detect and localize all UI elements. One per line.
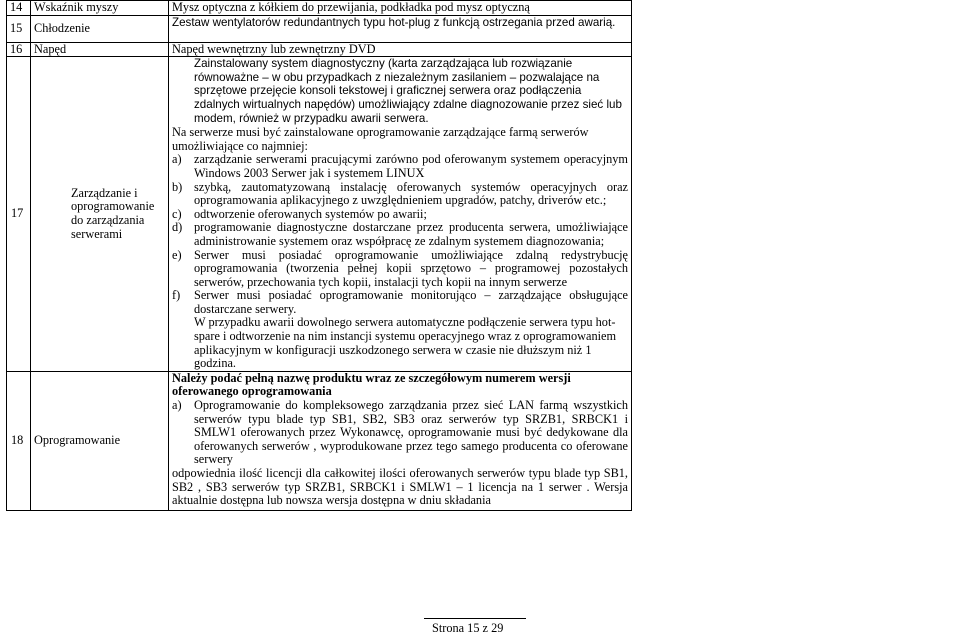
list-text: Serwer musi posiadać oprogramowanie umożliwiające zdalną redystrybucję oprogramowania (tworzenia pełnej kopii sprzętowo – programowej pozostałych serwerów, przechowania tych kopii, instalacji tych kopii na innym serwerze [194, 247, 628, 289]
row-number: 18 [7, 371, 31, 510]
row-description [169, 371, 632, 510]
footer-divider [424, 618, 526, 619]
list-label: b) [172, 179, 183, 194]
row-description [169, 57, 632, 372]
list-text: Serwer musi posiadać oprogramowanie monitorująco – zarządzające obsługujące dostarczane serwery. [194, 288, 628, 316]
table-row [7, 1, 632, 16]
row-number: 15 [7, 15, 31, 42]
row-name [31, 57, 169, 372]
list-text: programowanie diagnostyczne dostarczane przez producenta serwera, umożliwiające administrowanie systemem oraz współpracę ze zdalnym systemem diagnozowania; [194, 220, 628, 248]
list-item [172, 249, 628, 290]
row-name: Napęd [31, 42, 169, 57]
list-item [172, 153, 628, 180]
row-name-text: Zarządzanie i oprogramowanie do zarządzania serwerami [71, 185, 155, 241]
bold-requirement: Należy podać pełną nazwę produktu wraz ze szczegółowym numerem wersji oferowanego oprogramowania [172, 370, 571, 399]
row-number: 14 [7, 1, 31, 16]
row-name: Oprogramowanie [31, 371, 169, 510]
spec-table [6, 0, 632, 511]
row-description: Napęd wewnętrzny lub zewnętrzny DVD [169, 42, 632, 57]
table-row [7, 42, 632, 57]
row-name: Chłodzenie [31, 15, 169, 42]
list-item [172, 181, 628, 208]
list-item [172, 289, 628, 316]
list-item [172, 221, 628, 248]
table-row [7, 15, 632, 42]
list-label: e) [172, 247, 182, 262]
list-text: szybką, zautomatyzowaną instalację oferowanych systemów operacyjnych oraz oprogramowania aplikacyjnego z uwzględnieniem upgradów, patchy, driverów etc.; [194, 179, 628, 208]
list-label: c) [172, 206, 182, 221]
list-label: a) [172, 398, 182, 413]
diagnostic-paragraph: Zainstalowany system diagnostyczny (karta zarządzająca lub rozwiązanie równoważne – w obu przypadkach z niezależnym zasilaniem – pozwalające na sprzętowe przejęcie konsoli tekstowej i graficznej serwera oraz podłączenia zdalnych wirtualnych napędów) umożliwiający zdalne diagnozowanie przez sieć lub modem, również w przypadku awarii serwera. [194, 57, 622, 125]
row-name: Wskaźnik myszy [31, 1, 169, 16]
list-text: zarządzanie serwerami pracującymi zarówno pod oferowanym systemem operacyjnym Windows 2003 Serwer jak i systemem LINUX [194, 152, 628, 180]
hot-spare-paragraph: W przypadku awarii dowolnego serwera automatyczne podłączenie serwera typu hot-spare i odtworzenie na nim instancji systemu operacyjnego wraz z oprogramowaniem aplikacyjnym w konfiguracji uszkodzonego serwera w czasie nie dłuższym niż 1 godzina. [194, 315, 617, 371]
list-text: odtworzenie oferowanych systemów po awarii; [194, 206, 427, 221]
page-number: Strona 15 z 29 [432, 621, 504, 635]
row-number: 17 [7, 57, 31, 372]
requirements-intro: Na serwerze musi być zainstalowane oprogramowanie zarządzające farmą serwerów umożliwiające co najmniej: [172, 125, 589, 153]
list-label: f) [172, 288, 181, 303]
list-label: d) [172, 220, 183, 235]
license-paragraph: odpowiednia ilość licencji dla całkowitej ilości oferowanych serwerów typu blade typ SB1, SB2 , SB3 serwerów typ SRZB1, SRBCK1 i SMLW1 – 1 licencja na 1 serwer . Wersja aktualnie dostępna lub nowsza wersja dostępna w dniu składania [172, 466, 628, 508]
table-row [7, 371, 632, 510]
list-label: a) [172, 152, 182, 167]
list-item [172, 208, 628, 222]
row-description: Mysz optyczna z kółkiem do przewijania, podkładka pod mysz optyczną [169, 1, 632, 16]
table-row [7, 57, 632, 372]
row-description: Zestaw wentylatorów redundantnych typu hot-plug z funkcją ostrzegania przed awarią. [169, 15, 632, 42]
list-text: Oprogramowanie do kompleksowego zarządzania przez sieć LAN farmą wszystkich serwerów typu blade typ SB1, SB2, SB3 oraz serwerów typ SRZB1, SRBCK1 i SMLW1 oferowanych przez Wykonawcę, oprogramowanie musi być dedykowane dla oferowanych serwerów , wyprodukowane przez tego samego producenta co oferowane serwery [194, 398, 628, 467]
row-number: 16 [7, 42, 31, 57]
list-item [172, 399, 628, 467]
